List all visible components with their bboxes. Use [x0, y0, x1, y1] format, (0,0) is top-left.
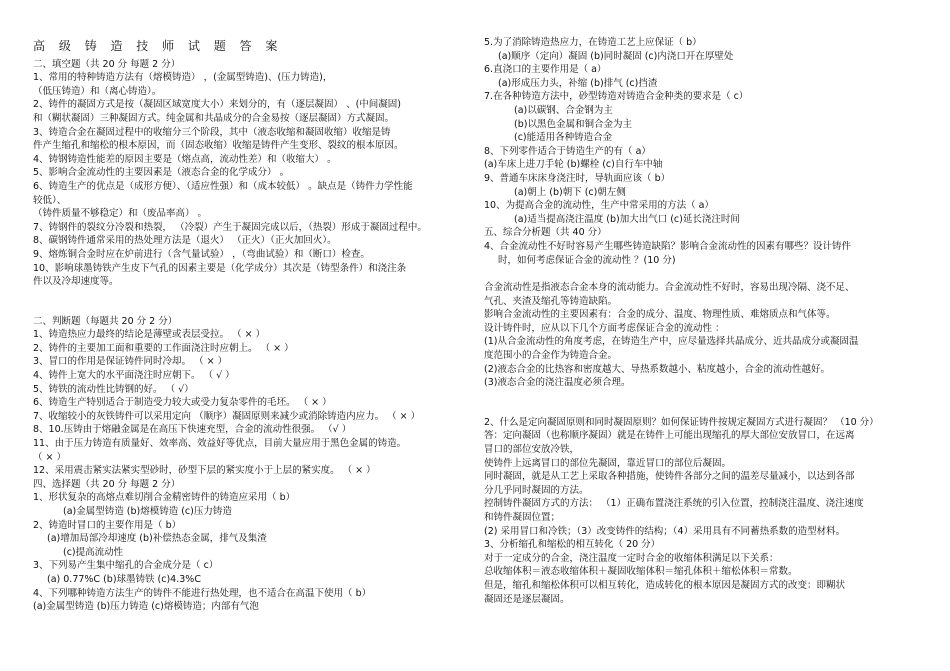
text-line: [33, 289, 463, 315]
text-line: (a)金属型铸造 (b)压力铸造 (c)熔模铸造；内部有气泡: [33, 601, 259, 613]
text-line: 和铸件凝固位置；: [484, 512, 561, 523]
text-line: [484, 390, 924, 416]
text-line: 1、常用的特种铸造方法有（熔模铸造） ，(金属型铸造)、(压力铸造)，: [33, 72, 333, 84]
text-line: (1)从合金流动性的角度考虑，在铸造生产中，应尽量选择共晶成分、近共晶成分或凝固温: [484, 336, 859, 348]
text-line: 设计铸件时，应从以下几个方面考虑保证合金的流动性 ：: [484, 322, 725, 334]
text-line: 2、铸件的主要加工面和重要的工作面浇注时应朝上。 （ × ）: [33, 342, 294, 354]
text-line: (a)形成压力头，补缩 (b)排气 (c)挡渣: [498, 77, 658, 89]
text-line: (a)金属型铸造 (b)熔模铸造 (c)压力铸造: [63, 506, 232, 517]
text-line: 总收缩体积＝液态收缩体积＋凝固收缩体积＝缩孔体积＋缩松体积＝常数。: [484, 566, 798, 578]
text-line: 4、铸钢铸造性能差的原因主要是（熔点高，流动性差）和（收缩大） 。: [33, 153, 337, 165]
text-line: 12、采用震击紧实法紧实型砂时，砂型下层的紧实度小于上层的紧实度。 （ × ）: [33, 465, 376, 477]
text-line: 1、形状复杂的高熔点难切削合金精密铸件的铸造应采用（ b）: [33, 492, 296, 504]
text-line: 3、下列易产生集中缩孔的合金成分是（ c）: [33, 560, 219, 572]
document-title: 高 级 铸 造 技 师 试 题 答 案: [33, 39, 283, 53]
text-line: 3、冒口的作用是保证铸件同时冷却。 （ × ）: [33, 356, 228, 368]
text-line: 较低）、: [33, 194, 67, 206]
text-line: 9、普通车床床身浇注时，导轨面应该（ b）: [484, 172, 671, 184]
text-line: 控制铸件凝固方式的方法： （1）正确布置浇注系统的引入位置，控制浇注温度、浇注速度: [484, 498, 864, 510]
text-line: 分几乎同时凝固的方法。: [484, 484, 589, 496]
text-line: 6.直浇口的主要作用是（ a）: [484, 64, 607, 76]
text-line: 对于一定成分的合金，浇注温度一定时合金的收缩体积满足以下关系：: [484, 552, 779, 564]
text-line: 件产生缩孔和缩松的根本原因，而（固态收缩）收缩是铸件产生变形、裂纹的根本原因。: [33, 140, 404, 152]
text-line: 5、铸铁的流动性比铸钢的好。 （ √）: [33, 383, 194, 395]
text-line: 4、合金流动性不好时容易产生哪些铸造缺陷？影响合金流动性的因素有哪些？设计铸件: [484, 240, 852, 252]
text-line: 5、影响合金流动性的主要因素是（液态合金的化学成分） 。: [33, 167, 290, 179]
text-line: (2)液态合金的比热容和密度越大、导热系数越小、粘度越小，合金的流动性越好。: [484, 363, 830, 375]
right-content: [484, 36, 924, 606]
text-line: 8、10.压铸由于熔融金属是在高压下快速充型，合金的流动性很强。 （√ ）: [33, 424, 352, 436]
text-line: 五、综合分析题（共 40 分）: [484, 227, 607, 239]
text-line: 3、分析缩孔和缩松的相互转化（ 20 分）: [484, 539, 661, 551]
text-line: 7.在各种铸造方法中，砂型铸造对铸造合金种类的要求是（ c）: [484, 91, 749, 103]
text-line: 4、下列哪种铸造方法生产的铸件不能进行热处理，也不适合在高温下使用（ b）: [33, 587, 372, 599]
text-line: 5.为了消除铸造热应力，在铸造工艺上应保证（ b）: [484, 37, 702, 48]
text-line: 2、什么是定向凝固原则和同时凝固原则？如何保证铸件按规定凝固方式进行凝固？ （10 分）: [484, 416, 879, 428]
text-line: 3、铸造合金在凝固过程中的收缩分三个阶段，其中（液态收缩和凝固收缩）收缩是铸: [33, 126, 391, 138]
text-line: (a)以碳钢、合金钢为主: [514, 104, 613, 116]
text-line: 7、收缩较小的灰铁铸件可以采用定向 （顺序）凝固原则来减少或消除铸造内应力。 （ × ）: [33, 410, 421, 422]
text-line: (c)能适用各种铸造合金: [514, 132, 613, 144]
text-line: 8、下列零件适合于铸造生产的有（ a）: [484, 145, 651, 157]
text-line: 4、铸件上宽大的水平面浇注时应朝下。 （ √ ）: [33, 370, 235, 382]
text-line: 时，如何考虑保证合金的流动性 ？(10 分): [498, 254, 676, 266]
text-line: 6、铸造生产特别适合于制造受力较大或受力复杂零件的毛坯。 （ × ）: [33, 397, 332, 409]
text-line: 冒口的部位安放冷铁，: [484, 444, 580, 456]
text-line: 影响合金流动性的主要因素有：合金的成分、温度、物理性质、难熔质点和气体等。: [484, 309, 836, 321]
text-line: 2、铸造时冒口的主要作用是（ b）: [33, 519, 182, 531]
text-line: (2) 采用冒口和冷铁；（3）改变铸件的结构；（4）采用具有不同蓄热系数的造型材料。: [484, 525, 846, 537]
text-line: 6、铸造生产的优点是（成形方便）、（适应性强）和（成本较低） 。缺点是（铸件力学性能: [33, 180, 413, 192]
text-line: (a) 0.77%C (b)球墨铸铁 (c)4.3%C: [47, 573, 201, 585]
text-line: 二、填空题（共 20 分 每题 2 分）: [33, 58, 181, 70]
text-line: （ × ）: [33, 451, 66, 463]
text-line: (c)提高流动性: [63, 546, 124, 558]
text-line: [484, 267, 924, 281]
text-line: 1、铸造热应力最终的结论是薄壁或表层受拉。 （ × ）: [33, 329, 266, 341]
text-line: 10、为提高合金的流动性，生产中常采用的方法（ a）: [484, 200, 714, 212]
text-line: (a)增加局部冷却速度 (b)补偿热态金属，排气及集渣: [47, 533, 267, 545]
text-line: 2、铸件的凝固方式是按（凝固区域宽度大小）来划分的，有（逐层凝固） 、(中间凝固): [33, 99, 401, 111]
text-line: (b)以黑色金属和铜合金为主: [514, 118, 632, 130]
text-line: 合金流动性是指液态合金本身的流动能力。合金流动性不好时，容易出现冷隔、浇不足、: [484, 282, 855, 294]
left-column: [33, 0, 463, 614]
text-line: （铸件质量不够稳定）和（废品率高） 。: [33, 208, 208, 220]
text-line: 四、选择题（共 20 分 每题 2 分）: [33, 478, 181, 490]
text-line: 和（糊状凝固）三种凝固方式。纯金属和共晶成分的合金易按（逐层凝固）方式凝固。: [33, 112, 395, 124]
text-line: (a)适当提高浇注温度 (b)加大出气口 (c)延长浇注时间: [514, 213, 740, 225]
text-line: 气孔、夹渣及缩孔等铸造缺陷。: [484, 295, 618, 307]
text-line: (3)液态合金的浇注温度必须合理。: [484, 377, 631, 389]
text-line: 答：定向凝固（也称顺序凝固）就是在铸件上可能出现缩孔的厚大部位安放冒口，在远离: [484, 430, 855, 442]
text-line: 但是，缩孔和缩松体积可以相互转化，造成转化的根本原因是凝固方式的改变：即糊状: [484, 579, 846, 591]
text-line: （低压铸造）和（离心铸造）。: [33, 85, 162, 97]
text-line: 凝固还是逐层凝固。: [484, 593, 570, 605]
text-line: 度范围小的合金作为铸造合金。: [484, 350, 618, 362]
text-line: 8、碳钢铸件通常采用的热处理方法是（退火） （正火）（正火加回火）。: [33, 235, 337, 247]
text-line: 10、影响球墨铸铁产生皮下气孔的因素主要是（化学成分）其次是（铸型条件）和浇注条: [33, 262, 407, 274]
text-line: (a)顺序（定向）凝固 (b)同时凝固 (c)内浇口开在厚壁处: [498, 50, 734, 62]
text-line: 11、由于压力铸造有质量好、效率高、效益好等优点，目前大量应用于黑色金属的铸造。: [33, 438, 407, 450]
text-line: 7、铸钢件的裂纹分冷裂和热裂， （冷裂）产生于凝固完成以后，（热裂）形成于凝固过程中。: [33, 221, 427, 233]
text-line: 二、判断题（每题共 20 分 2 分）: [33, 315, 178, 327]
left-content: [33, 58, 463, 614]
text-line: 同时凝固，就是从工艺上采取各种措施，使铸件各部分之间的温差尽量减小，以达到各部: [484, 471, 855, 483]
text-line: (a)车床上进刀手轮 (b)螺栓 (c)自行车中轴: [484, 159, 663, 171]
right-column: [484, 36, 924, 606]
text-line: 件以及冷却速度等。: [33, 276, 119, 288]
text-line: 使铸件上远离冒口的部位先凝固，靠近冒口的部位后凝固。: [484, 457, 732, 469]
text-line: (a)朝上 (b)朝下 (c)朝左侧: [514, 186, 626, 198]
text-line: 9、熔炼铜合金时应在炉前进行（含气量试验） ，（弯曲试验）和（断口）检查。: [33, 248, 370, 260]
